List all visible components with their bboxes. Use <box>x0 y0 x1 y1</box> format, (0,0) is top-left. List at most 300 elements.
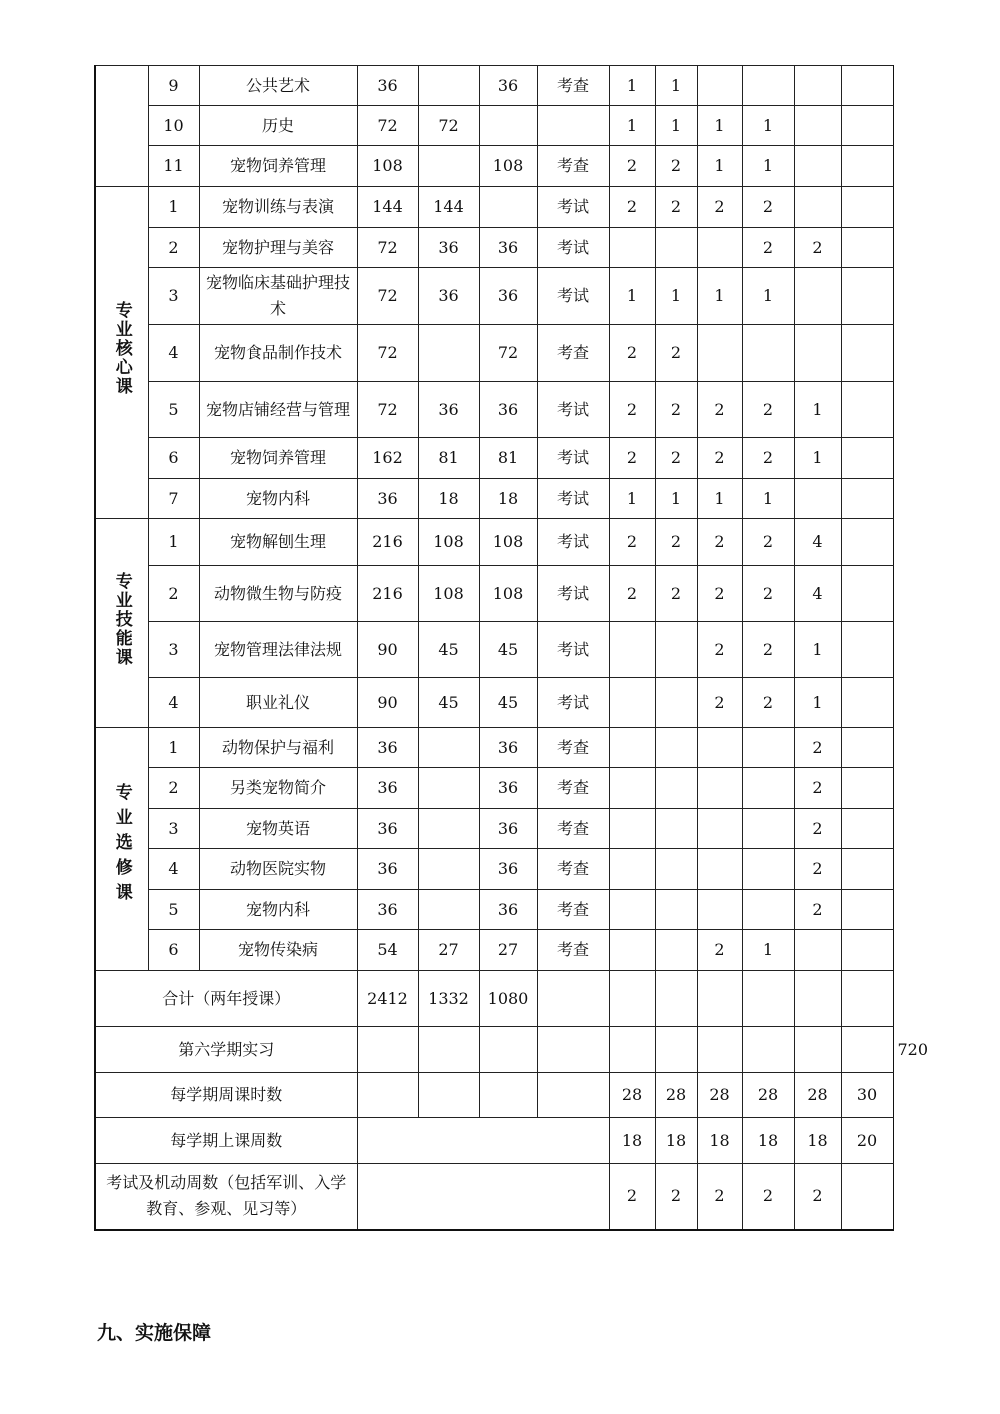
table-cell: 动物医院实物 <box>199 849 357 890</box>
table-cell: 1 <box>742 146 794 187</box>
table-cell: 考试 <box>537 228 609 268</box>
table-cell: 2 <box>697 187 742 228</box>
table-cell: 72 <box>479 325 537 382</box>
table-row <box>95 187 893 228</box>
table-cell: 考试 <box>537 382 609 438</box>
table-cell <box>841 1164 893 1230</box>
summary-label: 每学期上课周数 <box>95 1118 357 1164</box>
table-cell: 历史 <box>199 106 357 146</box>
table-cell: 5 <box>148 382 199 438</box>
summary-label: 第六学期实习 <box>95 1027 357 1073</box>
table-cell: 2 <box>794 768 841 809</box>
table-cell <box>742 849 794 890</box>
table-cell <box>418 66 479 106</box>
table-cell: 2 <box>655 438 697 479</box>
table-cell: 考查 <box>537 146 609 187</box>
table-cell: 考查 <box>537 890 609 930</box>
table-cell <box>841 1027 893 1073</box>
table-cell: 宠物内科 <box>199 479 357 519</box>
table-cell: 宠物护理与美容 <box>199 228 357 268</box>
table-cell <box>537 1073 609 1118</box>
table-cell: 宠物食品制作技术 <box>199 325 357 382</box>
table-cell: 18 <box>418 479 479 519</box>
table-cell: 18 <box>609 1118 655 1164</box>
table-cell: 36 <box>479 809 537 849</box>
table-row <box>95 849 893 890</box>
table-cell: 宠物传染病 <box>199 930 357 971</box>
table-cell <box>609 228 655 268</box>
table-cell: 1 <box>697 268 742 325</box>
table-row <box>95 146 893 187</box>
table-cell <box>537 1027 609 1073</box>
table-cell <box>357 1073 418 1118</box>
table-cell: 162 <box>357 438 418 479</box>
table-cell <box>841 325 893 382</box>
table-cell: 36 <box>357 809 418 849</box>
table-cell: 考查 <box>537 728 609 768</box>
curriculum-table <box>94 65 929 1231</box>
table-cell: 1 <box>655 268 697 325</box>
table-cell: 3 <box>148 268 199 325</box>
table-cell: 1 <box>609 66 655 106</box>
category-cell <box>95 728 148 971</box>
table-cell <box>655 728 697 768</box>
table-row <box>95 106 893 146</box>
table-cell: 2 <box>609 146 655 187</box>
table-cell: 1 <box>742 479 794 519</box>
table-cell <box>841 382 893 438</box>
table-cell <box>479 106 537 146</box>
table-cell <box>479 187 537 228</box>
table-cell: 18 <box>794 1118 841 1164</box>
table-cell: 1 <box>794 382 841 438</box>
table-cell <box>609 1027 655 1073</box>
table-cell: 36 <box>357 768 418 809</box>
table-cell: 1 <box>655 66 697 106</box>
summary-row <box>95 1073 893 1118</box>
table-cell <box>697 228 742 268</box>
table-cell: 考查 <box>537 325 609 382</box>
table-cell: 宠物训练与表演 <box>199 187 357 228</box>
table-cell: 2 <box>697 519 742 566</box>
table-cell <box>418 809 479 849</box>
table-cell: 2 <box>655 566 697 622</box>
table-cell <box>609 930 655 971</box>
table-cell <box>655 930 697 971</box>
summary-label: 每学期周课时数 <box>95 1073 357 1118</box>
table-cell <box>841 728 893 768</box>
table-cell: 36 <box>479 382 537 438</box>
table-cell: 4 <box>794 519 841 566</box>
category-label: 专业选修课 <box>111 782 132 908</box>
table-cell <box>742 971 794 1027</box>
table-cell: 45 <box>479 678 537 728</box>
table-cell <box>841 228 893 268</box>
table-cell <box>418 890 479 930</box>
table-cell <box>655 971 697 1027</box>
table-cell: 108 <box>479 566 537 622</box>
table-cell: 36 <box>357 479 418 519</box>
table-cell: 1 <box>742 930 794 971</box>
table-cell: 动物保护与福利 <box>199 728 357 768</box>
table-cell: 1 <box>609 479 655 519</box>
table-cell: 2 <box>697 622 742 678</box>
table-cell <box>794 268 841 325</box>
table-row <box>95 566 893 622</box>
table-cell: 10 <box>148 106 199 146</box>
table-cell: 1 <box>794 438 841 479</box>
table-cell <box>479 1027 537 1073</box>
table-cell: 2 <box>742 519 794 566</box>
table-cell: 45 <box>418 678 479 728</box>
table-cell: 宠物英语 <box>199 809 357 849</box>
table-cell: 36 <box>357 728 418 768</box>
table-cell: 36 <box>479 768 537 809</box>
table-cell <box>357 1164 609 1230</box>
table-row <box>95 438 893 479</box>
table-row <box>95 268 893 325</box>
table-cell: 2 <box>697 566 742 622</box>
table-cell: 1 <box>148 187 199 228</box>
table-cell: 5 <box>148 890 199 930</box>
table-cell: 4 <box>148 849 199 890</box>
table-cell: 2 <box>742 622 794 678</box>
table-cell: 2 <box>697 438 742 479</box>
table-cell: 3 <box>148 809 199 849</box>
table-cell: 宠物解刨生理 <box>199 519 357 566</box>
table-cell: 宠物饲养管理 <box>199 146 357 187</box>
table-cell: 考查 <box>537 66 609 106</box>
table-cell: 27 <box>418 930 479 971</box>
table-cell: 11 <box>148 146 199 187</box>
table-cell: 216 <box>357 566 418 622</box>
table-cell: 宠物店铺经营与管理 <box>199 382 357 438</box>
table-cell: 28 <box>609 1073 655 1118</box>
table-cell <box>841 678 893 728</box>
table-cell <box>841 146 893 187</box>
table-cell <box>742 1027 794 1073</box>
table-cell <box>841 622 893 678</box>
table-cell <box>841 519 893 566</box>
table-cell <box>609 728 655 768</box>
table-cell <box>841 890 893 930</box>
table-cell: 1 <box>697 146 742 187</box>
table-cell: 考试 <box>537 479 609 519</box>
table-cell: 90 <box>357 622 418 678</box>
table-cell: 3 <box>148 622 199 678</box>
table-cell <box>609 849 655 890</box>
table-cell: 1 <box>609 268 655 325</box>
table-cell: 45 <box>479 622 537 678</box>
table-cell: 2 <box>742 228 794 268</box>
table-cell <box>537 971 609 1027</box>
table-cell <box>794 971 841 1027</box>
table-row <box>95 930 893 971</box>
table-cell: 1 <box>148 519 199 566</box>
table-cell <box>841 268 893 325</box>
table-cell <box>697 768 742 809</box>
table-cell: 2 <box>697 930 742 971</box>
table-cell <box>697 849 742 890</box>
table-cell: 考试 <box>537 566 609 622</box>
summary-row <box>95 1118 893 1164</box>
table-cell: 1 <box>655 479 697 519</box>
table-cell: 20 <box>841 1118 893 1164</box>
table-cell <box>794 146 841 187</box>
category-label: 专业技能课 <box>111 571 132 667</box>
table-cell: 考试 <box>537 622 609 678</box>
table-cell <box>742 890 794 930</box>
table-row <box>95 768 893 809</box>
table-cell: 72 <box>357 325 418 382</box>
table-cell: 36 <box>479 66 537 106</box>
table-cell: 2 <box>697 1164 742 1230</box>
table-cell: 考试 <box>537 438 609 479</box>
table-cell: 144 <box>357 187 418 228</box>
table-cell: 72 <box>357 228 418 268</box>
table-cell: 2 <box>655 519 697 566</box>
table-cell: 2 <box>794 728 841 768</box>
table-cell <box>697 1027 742 1073</box>
table-cell <box>479 1073 537 1118</box>
table-cell <box>794 930 841 971</box>
table-cell <box>418 1027 479 1073</box>
table-cell: 2 <box>655 187 697 228</box>
table-cell <box>418 325 479 382</box>
table-cell: 72 <box>357 268 418 325</box>
table-cell: 2 <box>609 519 655 566</box>
table-cell <box>418 146 479 187</box>
table-cell <box>609 678 655 728</box>
table-cell: 18 <box>697 1118 742 1164</box>
table-cell: 18 <box>655 1118 697 1164</box>
table-cell: 1332 <box>418 971 479 1027</box>
table-cell <box>697 66 742 106</box>
table-cell: 2 <box>609 325 655 382</box>
table-row <box>95 728 893 768</box>
table-cell <box>841 438 893 479</box>
table-cell <box>794 1027 841 1073</box>
table-cell: 108 <box>418 519 479 566</box>
table-cell: 2 <box>609 566 655 622</box>
table-cell: 宠物饲养管理 <box>199 438 357 479</box>
table-cell <box>742 66 794 106</box>
table-cell: 108 <box>418 566 479 622</box>
table-row <box>95 228 893 268</box>
table-cell <box>609 890 655 930</box>
table-cell: 36 <box>418 228 479 268</box>
table-cell <box>794 325 841 382</box>
table-cell <box>697 890 742 930</box>
table-cell: 2 <box>148 566 199 622</box>
table-cell: 36 <box>479 849 537 890</box>
table-cell: 36 <box>357 849 418 890</box>
table-cell: 职业礼仪 <box>199 678 357 728</box>
table-cell: 考试 <box>537 519 609 566</box>
table-cell: 4 <box>148 325 199 382</box>
table-cell <box>357 1027 418 1073</box>
table-cell <box>418 1073 479 1118</box>
table-cell: 1 <box>794 622 841 678</box>
table-cell <box>537 106 609 146</box>
table-cell: 1 <box>794 678 841 728</box>
summary-row <box>95 1164 893 1230</box>
table-cell: 宠物管理法律法规 <box>199 622 357 678</box>
table-cell: 144 <box>418 187 479 228</box>
table-row <box>95 890 893 930</box>
table-cell: 1 <box>697 106 742 146</box>
table-cell: 考查 <box>537 849 609 890</box>
table-cell: 2 <box>148 768 199 809</box>
table-cell: 2 <box>742 382 794 438</box>
table-cell: 72 <box>418 106 479 146</box>
category-cell <box>95 66 148 187</box>
table-cell: 108 <box>357 146 418 187</box>
table-cell: 4 <box>148 678 199 728</box>
table-cell: 考试 <box>537 268 609 325</box>
table-row <box>95 479 893 519</box>
table-cell: 另类宠物简介 <box>199 768 357 809</box>
table-cell <box>841 66 893 106</box>
table-cell <box>697 728 742 768</box>
table-cell: 2 <box>794 890 841 930</box>
table-cell <box>609 809 655 849</box>
table-cell <box>841 809 893 849</box>
table-cell: 18 <box>742 1118 794 1164</box>
category-cell <box>95 519 148 728</box>
table-cell: 2 <box>742 1164 794 1230</box>
summary-label: 考试及机动周数（包括军训、入学教育、参观、见习等） <box>95 1164 357 1230</box>
table-cell: 28 <box>742 1073 794 1118</box>
table-cell <box>609 768 655 809</box>
table-row <box>95 382 893 438</box>
table-cell <box>357 1118 609 1164</box>
table-row <box>95 519 893 566</box>
table-cell: 9 <box>148 66 199 106</box>
table-cell <box>841 187 893 228</box>
table-cell: 216 <box>357 519 418 566</box>
table-cell <box>794 66 841 106</box>
table-cell <box>742 325 794 382</box>
table-cell: 72 <box>357 106 418 146</box>
table-cell: 考查 <box>537 768 609 809</box>
table-cell <box>655 890 697 930</box>
table-cell: 108 <box>479 519 537 566</box>
table-cell: 2 <box>742 678 794 728</box>
summary-row: 第六学期实习 720 <box>95 1027 893 1073</box>
table-cell <box>794 187 841 228</box>
table-cell <box>655 849 697 890</box>
table-cell: 45 <box>418 622 479 678</box>
table-cell: 宠物内科 <box>199 890 357 930</box>
table-cell: 2 <box>609 187 655 228</box>
table-cell <box>794 479 841 519</box>
table-cell: 1 <box>697 479 742 519</box>
table-cell <box>841 930 893 971</box>
table-row <box>95 66 893 106</box>
table-cell: 90 <box>357 678 418 728</box>
table-cell: 动物微生物与防疫 <box>199 566 357 622</box>
table-cell <box>609 971 655 1027</box>
table-cell: 2 <box>655 1164 697 1230</box>
table-cell <box>609 622 655 678</box>
table-row <box>95 622 893 678</box>
table-cell: 2 <box>794 849 841 890</box>
table-cell: 2 <box>794 1164 841 1230</box>
table-cell <box>742 768 794 809</box>
table-cell: 2412 <box>357 971 418 1027</box>
table-cell <box>418 728 479 768</box>
table-cell <box>655 678 697 728</box>
table-cell: 2 <box>609 382 655 438</box>
summary-row <box>95 971 893 1027</box>
table-cell: 30 <box>841 1073 893 1118</box>
table-cell <box>841 566 893 622</box>
table-cell <box>418 849 479 890</box>
table-cell: 81 <box>418 438 479 479</box>
table-cell <box>742 728 794 768</box>
table-cell <box>697 809 742 849</box>
table-cell: 考查 <box>537 809 609 849</box>
table-cell: 1 <box>655 106 697 146</box>
table-row <box>95 678 893 728</box>
table-row <box>95 325 893 382</box>
table-cell: 54 <box>357 930 418 971</box>
table-cell: 2 <box>148 228 199 268</box>
table-cell: 考试 <box>537 187 609 228</box>
table-cell: 4 <box>794 566 841 622</box>
table-cell <box>697 325 742 382</box>
table-row <box>95 809 893 849</box>
table-cell <box>841 479 893 519</box>
table-cell: 2 <box>697 678 742 728</box>
table-cell: 7 <box>148 479 199 519</box>
table-cell: 27 <box>479 930 537 971</box>
table-cell: 1 <box>742 106 794 146</box>
table-cell: 2 <box>609 438 655 479</box>
table-cell: 2 <box>655 325 697 382</box>
table-cell <box>655 1027 697 1073</box>
table-cell <box>841 106 893 146</box>
table-cell: 72 <box>357 382 418 438</box>
category-label: 专业核心课 <box>111 301 132 396</box>
table-cell: 36 <box>479 228 537 268</box>
table-cell <box>841 768 893 809</box>
table-cell <box>841 971 893 1027</box>
table-cell: 2 <box>742 566 794 622</box>
table-cell: 6 <box>148 930 199 971</box>
table-cell: 36 <box>418 268 479 325</box>
table-cell: 36 <box>479 268 537 325</box>
table-cell: 1 <box>148 728 199 768</box>
table-cell: 81 <box>479 438 537 479</box>
summary-label: 合计（两年授课） <box>95 971 357 1027</box>
table-cell <box>742 809 794 849</box>
table-cell <box>655 809 697 849</box>
table-cell: 公共艺术 <box>199 66 357 106</box>
table-cell: 1 <box>742 268 794 325</box>
table-cell: 28 <box>655 1073 697 1118</box>
table-cell: 36 <box>479 890 537 930</box>
table-cell: 36 <box>479 728 537 768</box>
table-cell: 2 <box>794 228 841 268</box>
section-heading: 九、实施保障 <box>97 1322 212 1344</box>
table-cell: 宠物临床基础护理技术 <box>199 268 357 325</box>
table-cell <box>418 768 479 809</box>
table-cell: 2 <box>794 809 841 849</box>
table-cell: 36 <box>418 382 479 438</box>
table-cell: 2 <box>742 438 794 479</box>
